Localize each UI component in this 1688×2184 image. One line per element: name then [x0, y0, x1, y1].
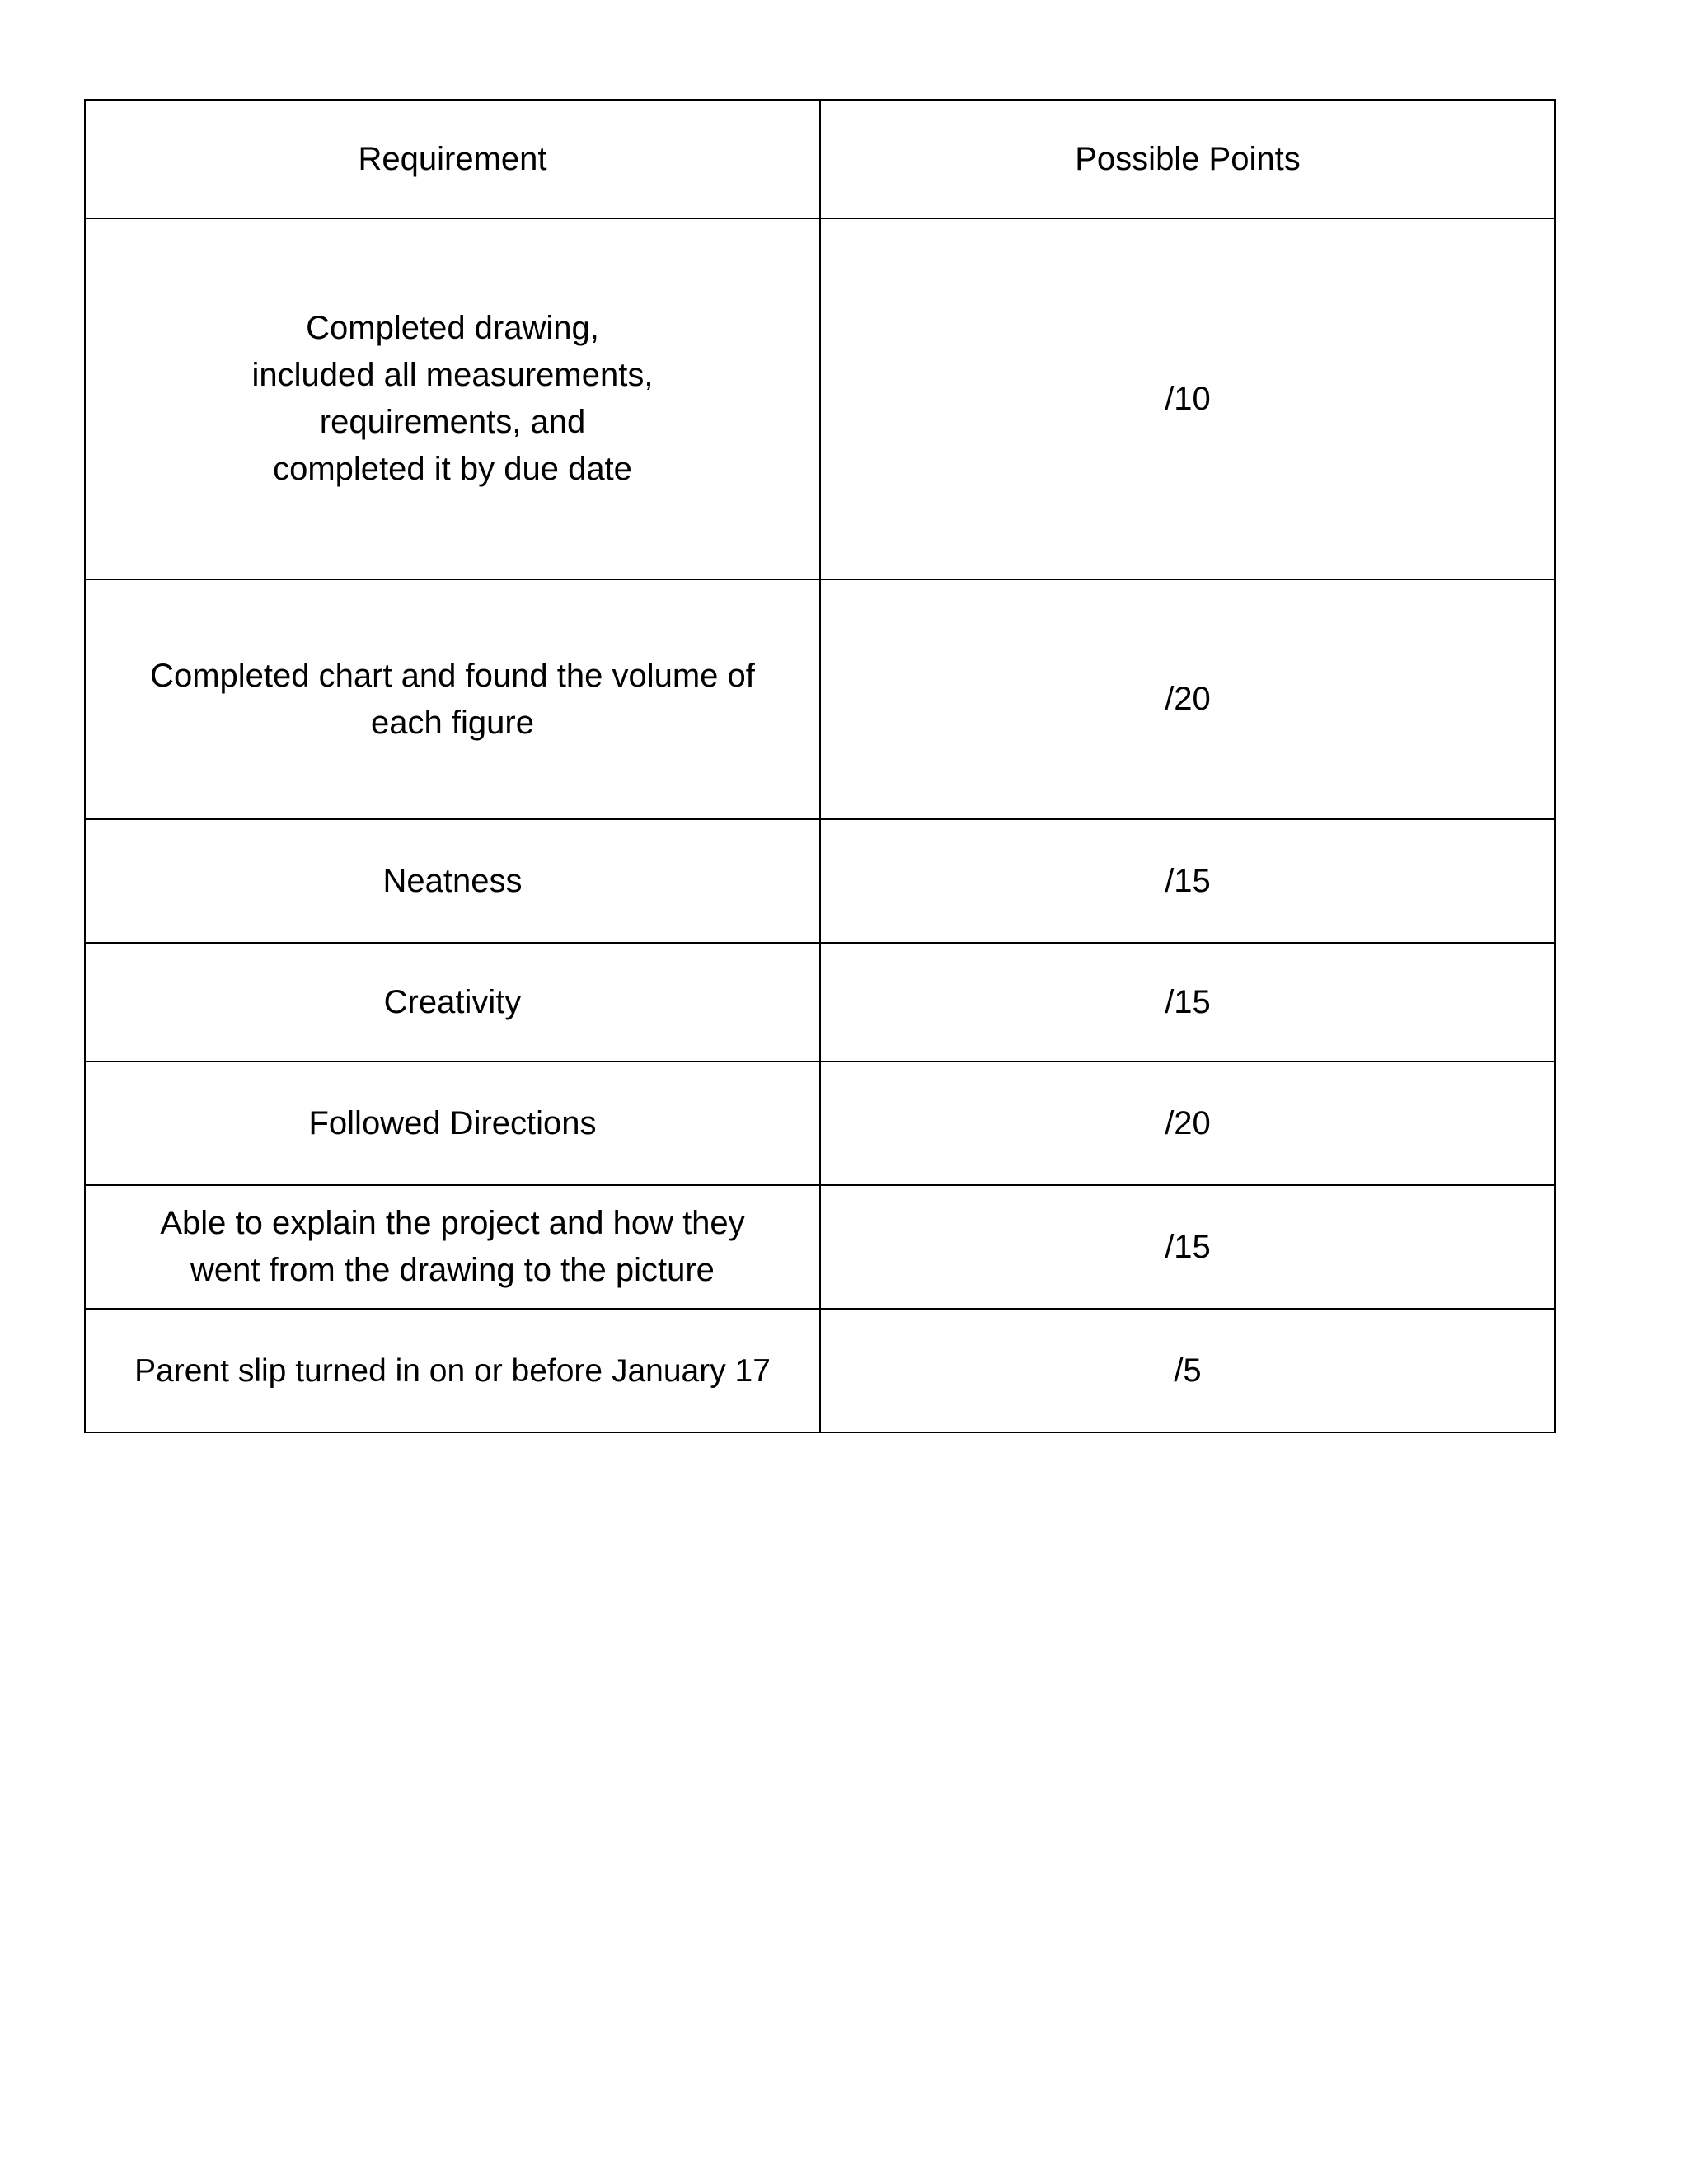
rubric-body [85, 218, 1555, 1432]
points-cell: /15 [820, 943, 1555, 1062]
requirement-cell: Parent slip turned in on or before January 17 [85, 1309, 820, 1432]
requirement-cell: Followed Directions [85, 1062, 820, 1185]
header-requirement: Requirement [85, 100, 820, 218]
header-possible-points: Possible Points [820, 100, 1555, 218]
table-row [85, 1062, 1555, 1185]
table-row [85, 1185, 1555, 1309]
requirement-cell: Completed chart and found the volume of each figure [85, 579, 820, 819]
points-cell: /15 [820, 1185, 1555, 1309]
points-cell: /5 [820, 1309, 1555, 1432]
rubric-table [84, 99, 1556, 1433]
points-cell: /15 [820, 819, 1555, 943]
requirement-cell: Completed drawing, included all measurements, requirements, and completed it by due date [85, 218, 820, 579]
requirement-cell: Able to explain the project and how they went from the drawing to the picture [85, 1185, 820, 1309]
table-row [85, 943, 1555, 1062]
points-cell: /20 [820, 1062, 1555, 1185]
table-row [85, 1309, 1555, 1432]
points-cell: /20 [820, 579, 1555, 819]
table-row [85, 579, 1555, 819]
requirement-cell: Creativity [85, 943, 820, 1062]
table-row [85, 218, 1555, 579]
header-row [85, 100, 1555, 218]
rubric-header [85, 100, 1555, 218]
points-cell: /10 [820, 218, 1555, 579]
table-row [85, 819, 1555, 943]
requirement-cell: Neatness [85, 819, 820, 943]
